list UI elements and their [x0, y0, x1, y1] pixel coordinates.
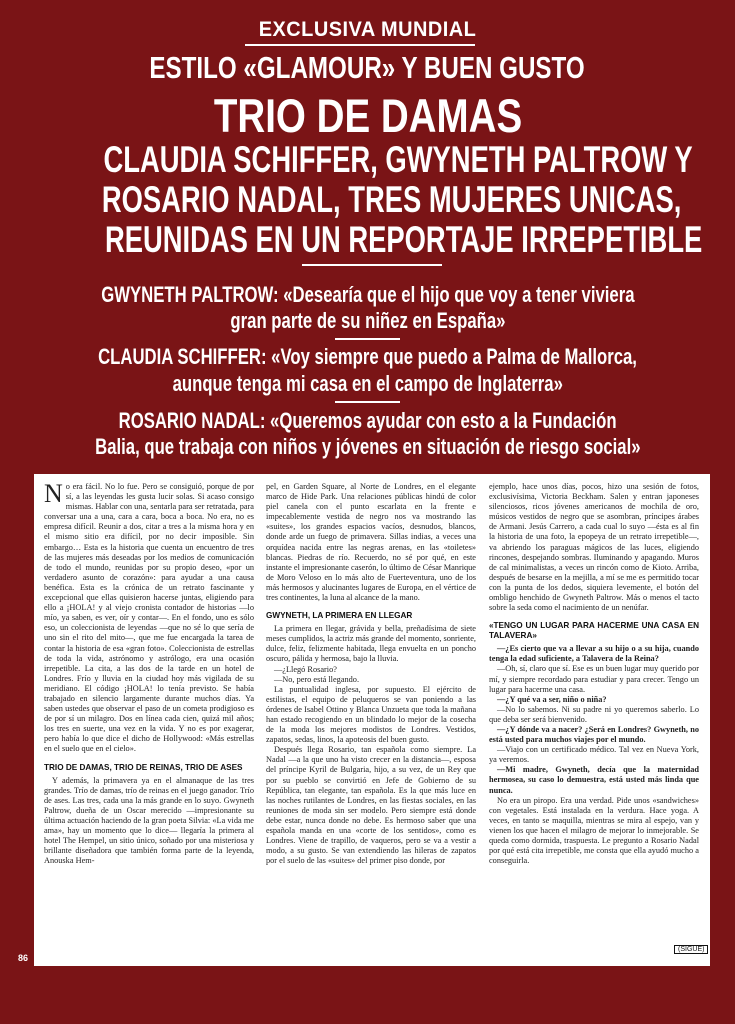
interview-question: —¿Y qué va a ser, niño o niña? [497, 694, 607, 704]
paragraph: La puntualidad inglesa, por supuesto. El ejército de estilistas, el equipo de peluqueros se van poniendo a las órdenes de Isabel Ottino y Blanca Unzueta que toda la mañana han estado recogiendo en un blindado lo mejor de la cosecha de la moda los mejores modistos de Londres. Vestidos, zapatos, sedas, linos, la apoteosis del buen gusto. [266, 684, 476, 745]
quote-schiffer-line-1: CLAUDIA SCHIFFER: «Voy siempre que puedo a Palma de Mallorca, [98, 344, 637, 369]
quote-divider [335, 338, 400, 340]
interview-answer: —Oh, sí, claro que sí. Ese es un buen lugar muy querido por mí, y siempre recordado para estudiar y para crecer. Tengo un lugar para hacerme una casa. [489, 664, 699, 694]
paragraph: No era un piropo. Era una verdad. Pide unos «sandwiches» con vegetales. Está instalada en la verdura. Hace yoga. A veces, en tanto se maquilla, mientras se mira al espejo, van y vienen los que hacen el milagro de mejorar lo inmejorable. Se queda como dormida, traspuesta. Le pregunto a Rosario Nadal por qué está cita irrepetible, me consta que ella ayudó mucho a conseguirla. [489, 795, 699, 866]
interview-answer: —No lo sabemos. Ni su padre ni yo queremos saberlo. Lo que deba ser será bienvenido. [489, 704, 699, 724]
kicker-underline [245, 44, 475, 46]
paragraph: pel, en Garden Square, al Norte de Londres, en el elegante marco de Hide Park. Una relaciones públicas hindú de color piel canela con el punto escarlata en la frente e impecablemente vestida de negro nos va mostrando las «suites», los grandes espacios vacíos, desnudos, blancos, donde arde un fuego de primavera. Sillas indias, a veces una orquídea nacida entre las negras arenas, en las «toiletes» blancas. Piedras de río. Recuerdo, no sé por qué, en este instante el impresionante caserón, lo último de César Manrique de Moro Veloso en lo más alto de Fuerteventura, uno de los más hermosos y alucinantes lugares de Europa, en el vértice de tres continentes, la luna al alcance de la mano. [266, 482, 476, 603]
continued-label: (SIGUE) [674, 945, 708, 954]
drop-cap: N [44, 479, 63, 508]
deck-line-3: REUNIDAS EN UN REPORTAJE IRREPETIBLE [104, 219, 703, 260]
subheading: «TENGO UN LUGAR PARA HACERME UNA CASA EN TALAVERA» [489, 621, 699, 641]
quote-divider [335, 401, 400, 403]
deck-divider [302, 264, 442, 266]
quote-nadal-line-2: Balia, que trabaja con niños y jóvenes en situación de riesgo social» [94, 434, 641, 459]
interview-answer: —Viajo con un certificado médico. Tal vez en Nueva York, ya veremos. [489, 745, 699, 765]
article-column-1 [44, 479, 254, 866]
article-column-3 [489, 482, 699, 866]
article-body [34, 474, 710, 966]
interview-question: —Mi madre, Gwyneth, decía que la maternidad hermosea, su caso lo demuestra, está usted más linda que nunca. [489, 765, 699, 795]
interview-question: —¿Y dónde va a nacer? ¿Será en Londres? Gwyneth, no está usted para muchos viajes por el mundo. [489, 724, 699, 745]
paragraph: Y además, la primavera ya en el almanaque de las tres grandes. Trío de damas, trío de reinas en el juego ganador. Trío de ases. Las tres, cada una la más grande en lo suyo. Gwyneth Paltrow, dueña de un Oscar merecido —impresionante su última actuación haciendo de la gran poeta Silvia: «La vida me ama», hay un momento que lo dice— llegaría la primera al hotel The Hempel, un sitio único, soñado por una misteriosa y brillante diseñadora que también forma parte de la leyenda, Anouska Hem- [44, 775, 254, 866]
paragraph: ejemplo, hace unos días, pocos, hizo una sesión de fotos, exclusivísima, Victoria Beckham. Salen y entran japoneses silenciosos, ricos jóvenes americanos de mochila de oro, músicos vestidos de negro que se asombran, príncipes árabes de Armani. Jesús Carrero, a cada cual lo suyo —ésta es al fin la historia de una foto, la epopeya de un retrato irrepetible—, va abriendo los paraguas mágicos de las luces, eligiendo rincones, despejando sombras. Iluminando y apagando. Muros de cal minimalistas, a veces un rincón como de Kioto. Arriba, después de besarse en la mejilla, a mí se me es permitido tocar con la punta de los dedos, siquiera levemente, el botón del ombligo henchido de Gwyneth Paltrow. Más o menos el tacto sobre la seda como el nacimiento de un nenúfar. [489, 482, 699, 613]
deck-line-2: ROSARIO NADAL, TRES MUJERES UNICAS, [101, 179, 682, 220]
quote-nadal-line-1: ROSARIO NADAL: «Queremos ayudar con esto a la Fundación [118, 408, 617, 433]
article-column-2 [266, 482, 476, 866]
paragraph: La primera en llegar, grávida y bella, preñadísima de siete meses cumplidos, la actriz más grande del momento, sonriente, dulce, feliz, felizmente habitada, llega envuelta en un poncho oscuro, pálida y hermosa, bajo la lluvia. [266, 624, 476, 664]
kicker: EXCLUSIVA MUNDIAL [258, 18, 477, 41]
paragraph: —No, pero está llegando. [274, 674, 360, 684]
interview-question: —¿Es cierto que va a llevar a su hijo o a su hija, cuando tenga la edad suficiente, a Talavera de la Reina? [489, 644, 699, 664]
quote-schiffer-line-2: aunque tenga mi casa en el campo de Inglaterra» [172, 371, 563, 396]
subtitle: ESTILO «GLAMOUR» Y BUEN GUSTO [149, 50, 586, 85]
paragraph: No era fácil. No lo fue. Pero se consiguió, porque de por sí, a las leyendas les gusta lucir solas. Si acaso consigo mismas. Hablar con una, sentarla para ser retratada, para conversar una a una, cara a cara, boca a boca. No era, no es empresa difícil. Reunir a dos, citar a tres a la misma hora y en el mismo sitio era difícil, por no decir imposible. Sin embargo… Esta es la historia que cuenta un encuentro de tres de las mujeres más deseadas por los medios de comunicación de todo el mundo, reunidas por su propio deseo, «por un verdadero asunto de corazón»: para ayudar a una causa benéfica. Esta es la crónica de un retrato fascinante y excepcional que ellas quisieron hacerse juntas, eligiendo para ello a ¡HOLA! y al viejo cronista contador de historias —lo mío, ya saben, es ver, oír y contar—. En el fondo, uno es sólo eso, un coleccionista de leyendas —que no sé lo que sería de uno sin el rito del mito—, que me fue encargada la tarea de contar la historia de esa «gran foto». Coleccionista de estrellas de toda la vida, astrónomo y astrólogo, era una ocasión irrepetible. La cita, a las dos de la tarde en un hotel de Londres. Frío y lluvia en la ciudad hoy más vigilada de su meridiano. El código ¡HOLA! lo tenía previsto. Se había trabajado en silencio largamente durante muchos días. Ya saben ustedes que observar el paso de un cometa prodigioso es de por sí un milagro. Dos en línea cada cien, quizá mil años; los tres en suerte, una vez en la vida. Y no es por exagerar, pero había lo que dice el dicho de Hollywood: «Más estrellas en el suelo que en el cielo». [44, 479, 254, 754]
subheading: TRIO DE DAMAS, TRIO DE REINAS, TRIO DE ASES [44, 762, 243, 772]
quote-paltrow-line-1: GWYNETH PALTROW: «Desearía que el hijo que voy a tener viviera [100, 282, 635, 307]
deck-line-1: CLAUDIA SCHIFFER, GWYNETH PALTROW Y [103, 139, 693, 180]
headline: TRIO DE DAMAS [213, 89, 522, 142]
paragraph: Después llega Rosario, tan española como siempre. La Nadal —a la que uno ha visto crecer en la distancia—, esposa del príncipe Kyril de Bulgaria, hijo, a su vez, de un Rey que por su pueblo se convirtió en Jefe de Gobierno de su República, tan elegante, tan española. Es la que más luce en las noches rutilantes de Londres, en las fiestas sociales, en las reuniones de moda sin ser modelo. Pero siempre está donde debe estar, nunca donde no debe. Es hermoso saber que una española manda en una «corte de los sentidos», como es Londres. Viene de trapillo, de vaqueros, pero se va a vestir a modo, a su gusto. Se van extendiendo las hileras de zapatos por el suelo de las «suites» del primer piso donde, por [266, 745, 476, 866]
subheading: GWYNETH, LA PRIMERA EN LLEGAR [266, 611, 413, 621]
paragraph: —¿Llegó Rosario? [274, 664, 337, 674]
page-number: 86 [18, 953, 29, 963]
quote-paltrow-line-2: gran parte de su niñez en España» [229, 308, 506, 333]
